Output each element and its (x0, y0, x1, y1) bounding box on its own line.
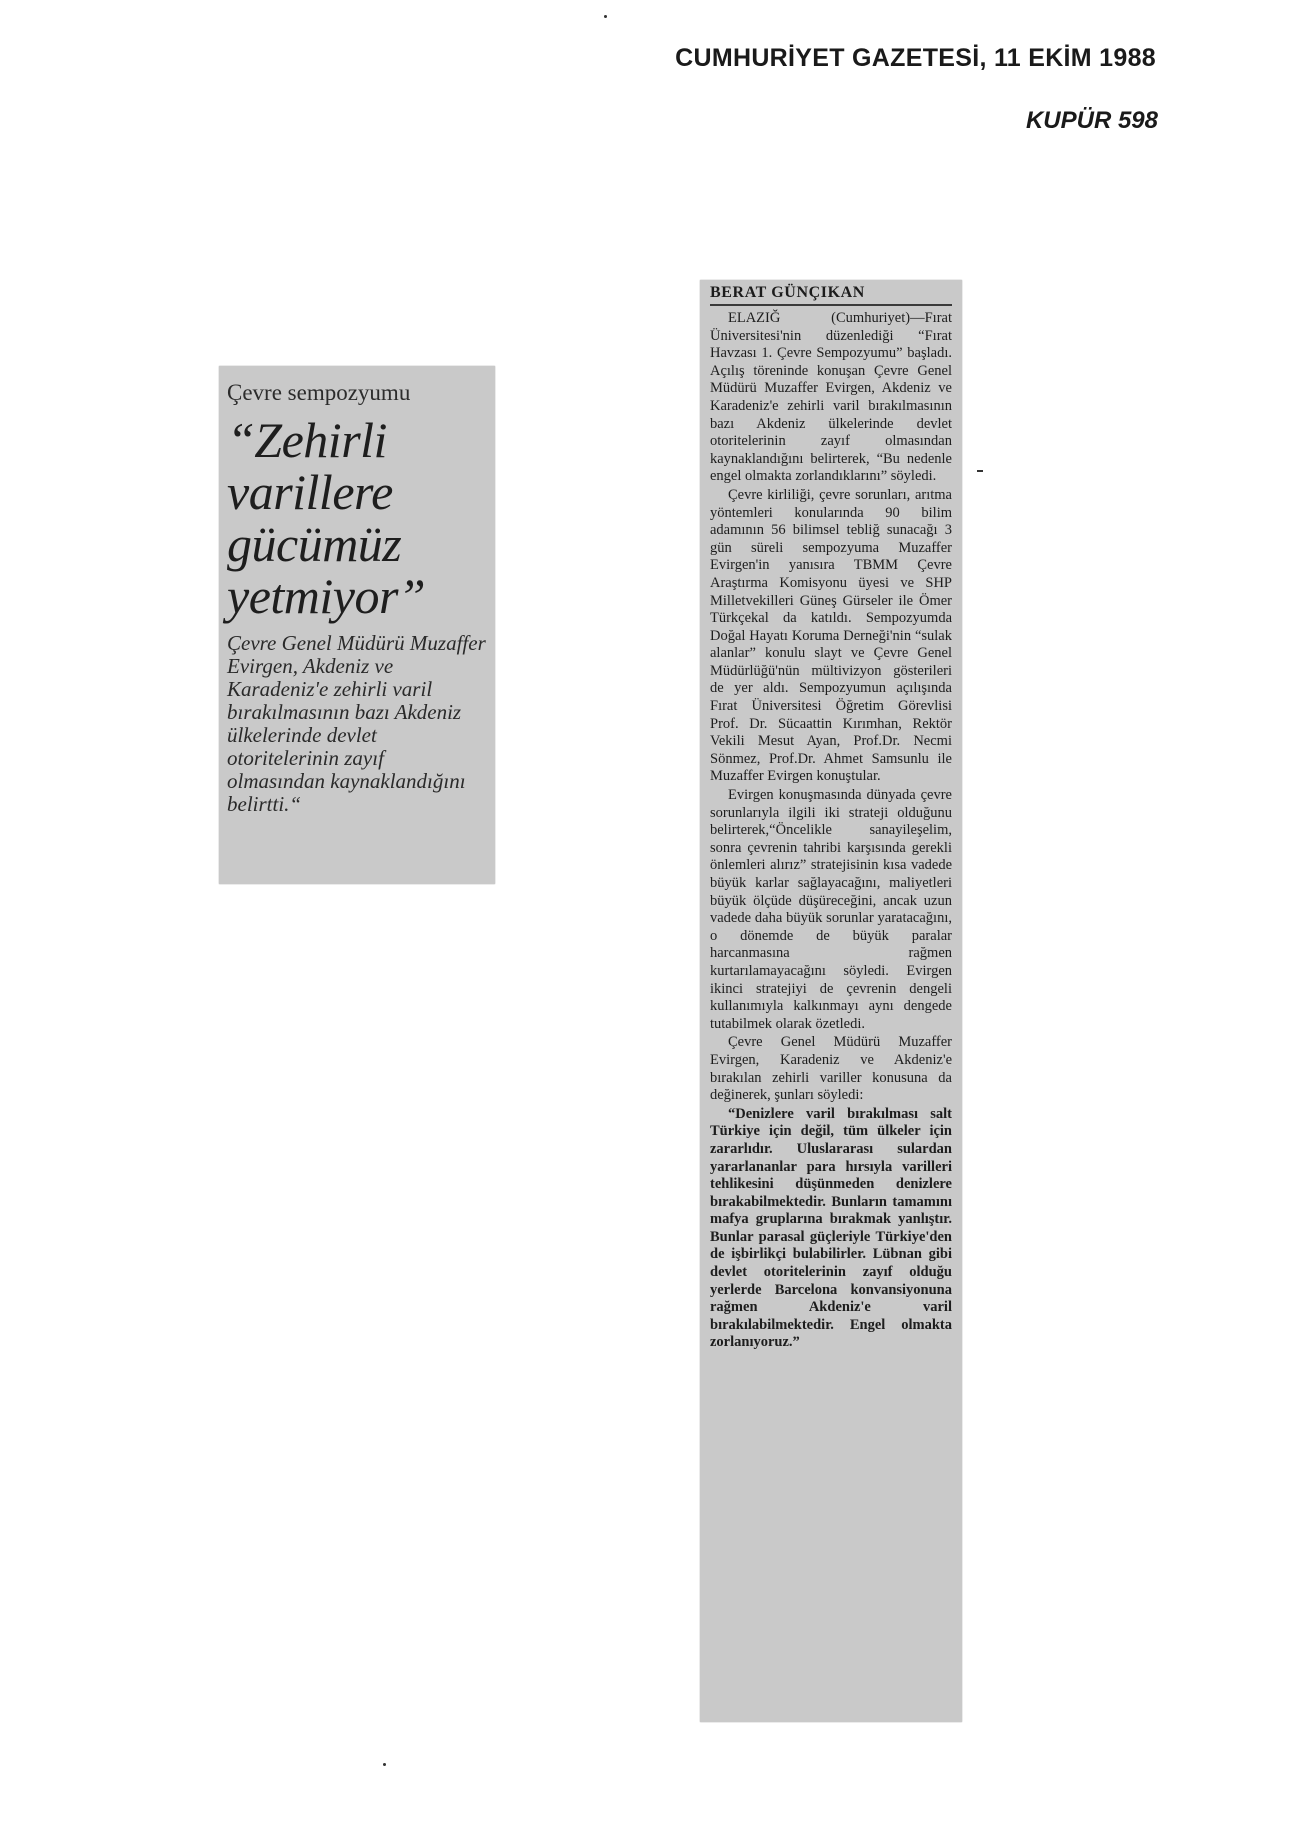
headline-summary: Çevre Genel Müdürü Muzaffer Evirgen, Akdeniz ve Karadeniz'e zehirli varil bırakılmasının bazı Akdeniz ülkelerinde devlet otoritelerinin zayıf olmasından kaynaklandığını belirtti.“ (227, 631, 486, 816)
newspaper-source-date: CUMHURİYET GAZETESİ, 11 EKİM 1988 (675, 44, 1156, 72)
page-header (675, 44, 1156, 135)
scan-speck (977, 470, 983, 472)
article-paragraph: Çevre kirliliği, çevre sorunları, arıtma yöntemleri konularında 90 bilim adamının 56 bilimsel tebliğ sunacağı 3 gün süreli sempozyuma Muzaffer Evirgen'in yanısıra TBMM Çevre Araştırma Komisyonu üyesi ve SHP Milletvekilleri Güneş Gürseler ile Ömer Türkçekal da katıldı. Sempozyumda Doğal Hayatı Koruma Derneği'nin “sulak alanlar” konulu slayt ve Çevre Genel Müdürlüğü'nün mültivizyon gösterileri de yer aldı. Sempozyumun açılışında Fırat Üniversitesi Öğretim Görevlisi Prof. Dr. Sücaattin Kırımhan, Rektör Vekili Mesut Ayan, Prof.Dr. Necmi Sönmez, Prof.Dr. Ahmet Samsunlu ile Muzaffer Evirgen konuştular. (710, 486, 952, 785)
article-paragraph: ELAZIĞ (Cumhuriyet)—Fırat Üniversitesi'nin düzenlediği “Fırat Havzası 1. Çevre Sempozyumu” başladı. Açılış töreninde konuşan Çevre Genel Müdürü Muzaffer Evirgen, Akdeniz ve Karadeniz'e zehirli varil bırakılmasının bazı Akdeniz ülkelerinde devlet otoritelerinin zayıf olmasından kaynaklandığını belirterek, “Bu nedenle engel olmakta zorlandıklarını” söyledi. (710, 310, 952, 485)
scan-speck (604, 15, 607, 18)
scan-speck (383, 1763, 386, 1766)
article-paragraph: Çevre Genel Müdürü Muzaffer Evirgen, Karadeniz ve Akdeniz'e bırakılan zehirli variller konusuna da değinerek, şunları söyledi: (710, 1034, 952, 1104)
article-body (710, 310, 952, 1352)
article-clipping (700, 280, 962, 1722)
byline: BERAT GÜNÇIKAN (710, 284, 952, 306)
headline: “Zehirli varillere gücümüz yetmiyor” (227, 412, 426, 624)
clipping-number: KUPÜR 598 (1025, 107, 1158, 134)
article-paragraph: Evirgen konuşmasında dünyada çevre sorunlarıyla ilgili iki strateji olduğunu belirterek,“Öncelikle sanayileşelim, sonra çevrenin tahribi karşısında gerekli önlemleri alırız” stratejisinin kısa vadede büyük karlar sağlayacağını, maliyetleri büyük ölçüde düşüreceğini, ancak uzun vadede daha büyük sorunlar yaratacağını, o dönemde de büyük paralar harcanmasına rağmen kurtarılamayacağını söyledi. Evirgen ikinci stratejiyi de çevrenin dengeli kullanımıyla kalkınmayı aynı dengede tutabilmek olarak özetledi. (710, 787, 952, 1032)
article-quote: “Denizlere varil bırakılması salt Türkiye için değil, tüm ülkeler için zararlıdır. Uluslararası sulardan yararlananlar para hırsıyla varilleri tehlikesini düşünmeden denizlere bırakabilmektedir. Bunların tamamını mafya gruplarına bırakmak yanlıştır. Bunlar parasal güçleriyle Türkiye'den de işbirlikçi bulabilirler. Lübnan gibi devlet otoritelerinin zayıf olduğu yerlerde Barcelona konvansiyonuna rağmen Akdeniz'e varil bırakılabilmektedir. Engel olmakta zorlanıyoruz.” (710, 1105, 952, 1351)
kicker: Çevre sempozyumu (227, 380, 411, 405)
headline-clipping (219, 366, 495, 884)
